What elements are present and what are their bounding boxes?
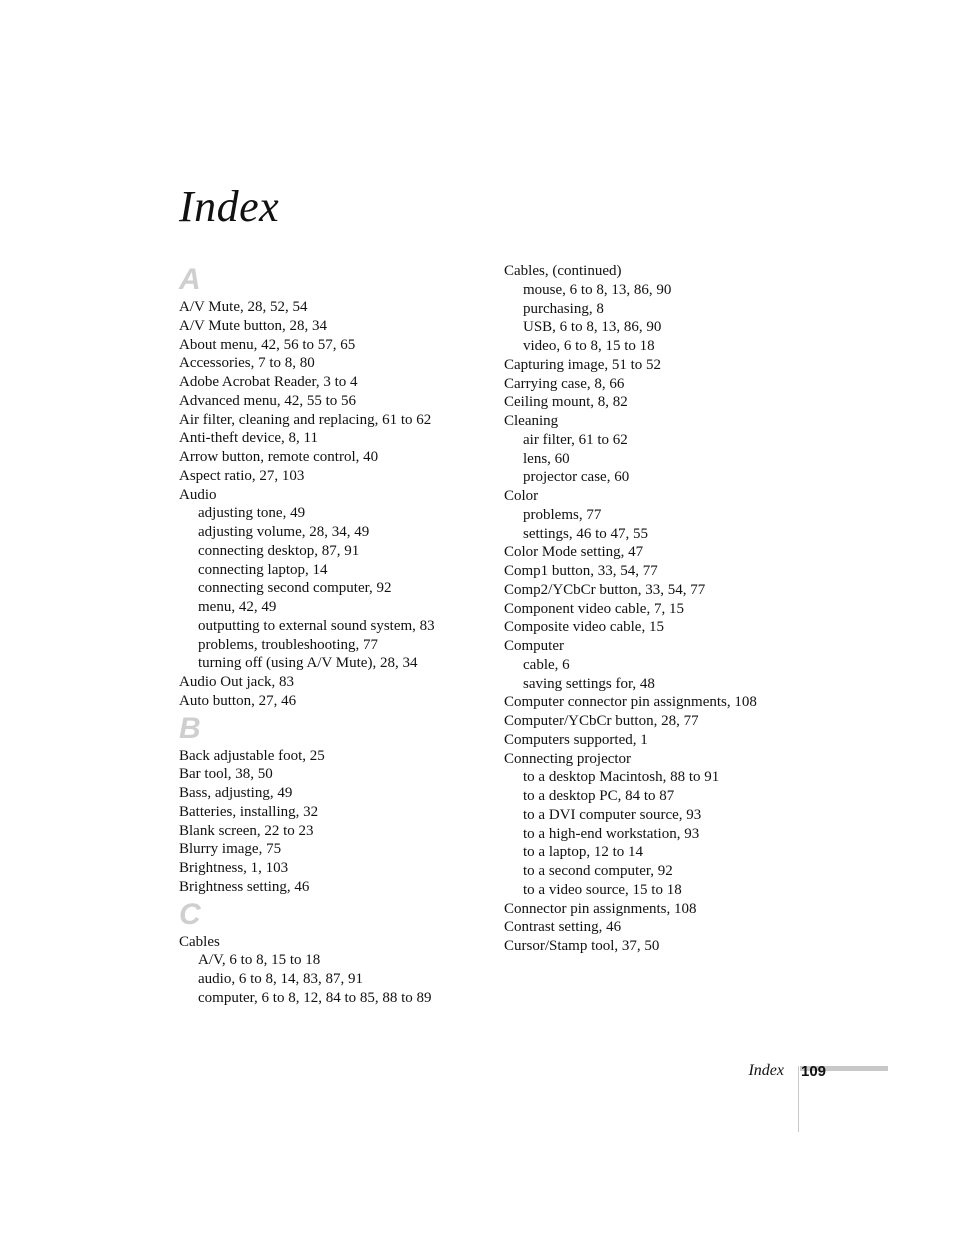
index-column-right (504, 262, 834, 956)
index-subentry: cable, 6 (523, 656, 570, 673)
index-entry: Color Mode setting, 47 (504, 544, 644, 561)
index-subentry: connecting desktop, 87, 91 (198, 542, 360, 559)
index-entry: Air filter, cleaning and replacing, 61 to 62 (179, 411, 432, 428)
index-entry: Ceiling mount, 8, 82 (504, 394, 628, 411)
index-subentry: to a DVI computer source, 93 (523, 806, 702, 823)
index-subentry: to a high-end workstation, 93 (523, 825, 700, 842)
index-subentry: to a second computer, 92 (523, 863, 673, 879)
index-subentry: menu, 42, 49 (198, 599, 277, 615)
index-entry: About menu, 42, 56 to 57, 65 (179, 336, 356, 353)
section-letter: C (179, 897, 201, 931)
index-subentry: USB, 6 to 8, 13, 86, 90 (523, 319, 662, 336)
index-entry: Contrast setting, 46 (504, 919, 622, 936)
index-entry: Connector pin assignments, 108 (504, 900, 697, 917)
page-title: Index (179, 182, 280, 231)
index-subentry: to a video source, 15 to 18 (523, 881, 682, 898)
index-entry: Audio Out jack, 83 (179, 674, 294, 690)
index-entry: Cables (179, 933, 220, 950)
index-subentry: outputting to external sound system, 83 (198, 617, 435, 634)
page-number: 109 (801, 1063, 827, 1080)
index-subentry: lens, 60 (523, 450, 570, 467)
index-entry: Aspect ratio, 27, 103 (179, 467, 305, 484)
index-entry: Anti-theft device, 8, 11 (179, 430, 318, 447)
index-subentry: audio, 6 to 8, 14, 83, 87, 91 (198, 971, 363, 987)
index-subentry: saving settings for, 48 (523, 675, 655, 692)
index-subentry: projector case, 60 (523, 469, 630, 486)
index-entry: A/V Mute, 28, 52, 54 (179, 299, 308, 315)
index-entry: A/V Mute button, 28, 34 (179, 317, 328, 334)
index-subentry: problems, troubleshooting, 77 (198, 636, 378, 653)
index-entry: Computer/YCbCr button, 28, 77 (504, 713, 699, 729)
index-entry: Back adjustable foot, 25 (179, 747, 325, 764)
index-entry: Comp1 button, 33, 54, 77 (504, 563, 658, 579)
index-entry: Connecting projector (504, 750, 632, 767)
index-entry: Blank screen, 22 to 23 (179, 822, 314, 839)
index-entry: Bass, adjusting, 49 (179, 785, 293, 801)
index-entry: Bar tool, 38, 50 (179, 766, 273, 783)
index-subentry: connecting laptop, 14 (198, 561, 328, 578)
index-column-left (179, 262, 489, 1008)
index-entry: Composite video cable, 15 (504, 619, 664, 636)
index-entry: Adobe Acrobat Reader, 3 to 4 (179, 374, 358, 390)
index-entry: Cleaning (504, 413, 559, 429)
footer-section-label: Index (748, 1062, 784, 1079)
section-letter: A (179, 263, 201, 296)
index-entry: Accessories, 7 to 8, 80 (179, 355, 315, 372)
footer-vertical-rule (798, 1066, 799, 1132)
index-entry: Auto button, 27, 46 (179, 692, 297, 709)
index-entry: Blurry image, 75 (179, 841, 282, 858)
index-entry: Brightness, 1, 103 (179, 860, 289, 876)
index-entry: Computers supported, 1 (504, 731, 648, 748)
section-letter: B (179, 711, 201, 745)
index-subentry: adjusting volume, 28, 34, 49 (198, 524, 370, 540)
index-subentry: connecting second computer, 92 (198, 580, 392, 597)
index-entry: Brightness setting, 46 (179, 878, 310, 895)
index-entry: Advanced menu, 42, 55 to 56 (179, 392, 357, 409)
index-entry: Computer (504, 638, 564, 654)
index-entry: Arrow button, remote control, 40 (179, 449, 379, 465)
index-entry: Comp2/YCbCr button, 33, 54, 77 (504, 581, 706, 598)
index-subentry: air filter, 61 to 62 (523, 431, 628, 448)
index-entry: Component video cable, 7, 15 (504, 600, 684, 617)
index-entry: Computer connector pin assignments, 108 (504, 694, 757, 711)
index-subentry: problems, 77 (523, 506, 602, 523)
index-subentry: purchasing, 8 (523, 300, 604, 317)
index-subentry: video, 6 to 8, 15 to 18 (523, 338, 655, 354)
index-entry: Color (504, 488, 539, 504)
index-entry: Cables, (continued) (504, 263, 622, 279)
index-subentry: adjusting tone, 49 (198, 505, 306, 522)
index-entry: Capturing image, 51 to 52 (504, 356, 662, 373)
index-subentry: to a desktop PC, 84 to 87 (523, 788, 675, 804)
index-subentry: mouse, 6 to 8, 13, 86, 90 (523, 281, 672, 298)
index-subentry: turning off (using A/V Mute), 28, 34 (198, 655, 418, 672)
index-subentry: settings, 46 to 47, 55 (523, 525, 649, 542)
index-entry: Carrying case, 8, 66 (504, 375, 625, 392)
index-subentry: A/V, 6 to 8, 15 to 18 (198, 952, 321, 969)
index-subentry: to a desktop Macintosh, 88 to 91 (523, 769, 720, 786)
index-entry: Batteries, installing, 32 (179, 803, 319, 820)
index-subentry: to a laptop, 12 to 14 (523, 844, 643, 861)
index-entry: Audio (179, 486, 217, 503)
index-subentry: computer, 6 to 8, 12, 84 to 85, 88 to 89 (198, 989, 432, 1006)
index-entry: Cursor/Stamp tool, 37, 50 (504, 938, 660, 954)
